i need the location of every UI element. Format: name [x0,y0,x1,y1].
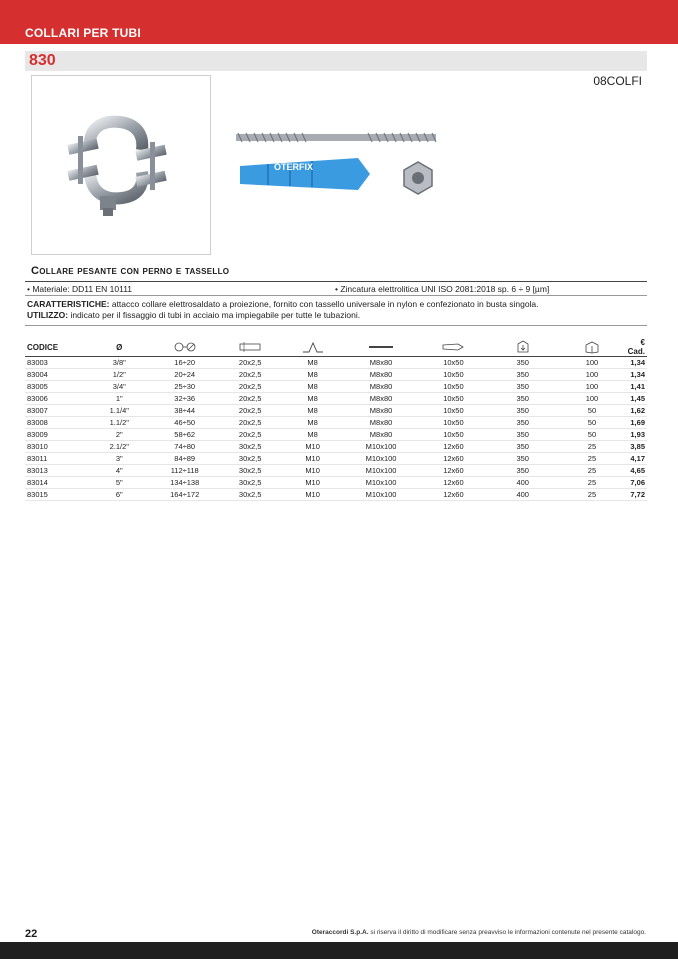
thread-nut-icon [283,338,342,357]
table-row [25,441,647,453]
table-cell: 25 [558,477,625,489]
price-cell: 1,62 [626,405,647,417]
table-cell: 100 [558,357,625,369]
table-cell: 32÷36 [152,393,218,405]
table-header-row [25,338,647,357]
table-cell: M8 [283,405,342,417]
table-cell: 350 [487,453,558,465]
usage-label: UTILIZZO: [27,310,69,320]
table-cell: M10 [283,465,342,477]
table-cell: 20x2,5 [217,369,282,381]
table-cell: 3/8" [87,357,152,369]
table-cell: 58÷62 [152,429,218,441]
table-cell: 1/2" [87,369,152,381]
table-cell: M10 [283,453,342,465]
table-cell: M10x100 [342,453,419,465]
table-row [25,393,647,405]
price-cell: 7,06 [626,477,647,489]
table-cell: 50 [558,429,625,441]
band-icon [217,338,282,357]
code-cell: 83007 [25,405,87,417]
table-cell: 3/4" [87,381,152,393]
table-cell: 20x2,5 [217,429,282,441]
notice-text: si riserva il diritto di modificare senza preavviso le informazioni contenute nel presente catalogo. [368,929,646,936]
table-cell: 12x60 [420,489,487,501]
table-cell: 30x2,5 [217,465,282,477]
table-cell: 30x2,5 [217,441,282,453]
table-cell: 20x2,5 [217,393,282,405]
table-cell: 12x60 [420,465,487,477]
table-cell: 30x2,5 [217,453,282,465]
stud-icon [342,338,419,357]
table-cell: 350 [487,393,558,405]
code-cell: 83010 [25,441,87,453]
price-cell: 1,45 [626,393,647,405]
table-cell: 350 [487,369,558,381]
table-row [25,405,647,417]
price-cell: 4,65 [626,465,647,477]
table-cell: 350 [487,417,558,429]
table-cell: M8 [283,429,342,441]
table-cell: M10 [283,489,342,501]
table-cell: 12x60 [420,453,487,465]
table-cell: 25 [558,465,625,477]
table-cell: 350 [487,465,558,477]
table-cell: 20x2,5 [217,357,282,369]
footer-notice [312,929,646,936]
price-header: € Cad. [627,338,645,356]
table-cell: M10x100 [342,489,419,501]
code-cell: 83015 [25,489,87,501]
table-cell: 10x50 [420,417,487,429]
code-cell: 83009 [25,429,87,441]
table-cell: 84÷89 [152,453,218,465]
table-row [25,369,647,381]
table-cell: 6" [87,489,152,501]
table-cell: 100 [558,381,625,393]
table-cell: 30x2,5 [217,489,282,501]
table-cell: 100 [558,393,625,405]
section-title: COLLARI PER TUBI [25,26,141,40]
product-table [25,338,647,501]
table-cell: M10 [283,477,342,489]
table-cell: M10 [283,441,342,453]
table-cell: 12x60 [420,477,487,489]
table-cell: 10x50 [420,405,487,417]
price-cell: 4,17 [626,453,647,465]
material-spec: • Materiale: DD11 EN 10111 [27,284,133,294]
table-cell: 350 [487,357,558,369]
stud-dowel-nut-image [228,118,453,218]
table-cell: M8x80 [342,393,419,405]
table-row [25,453,647,465]
characteristics-text: attacco collare elettrosaldato a proiezione, fornito con tassello universale in nylon e confezionato in busta singola. [109,299,539,309]
table-cell: M8x80 [342,429,419,441]
table-cell: 4" [87,465,152,477]
table-cell: 46÷50 [152,417,218,429]
table-cell: 12x60 [420,441,487,453]
table-cell: M10x100 [342,441,419,453]
table-cell: 164÷172 [152,489,218,501]
price-cell: 1,41 [626,381,647,393]
usage-text: indicato per il fissaggio di tubi in acciaio ma impiegabile per tutte le tubazioni. [68,310,361,320]
table-cell: 350 [487,429,558,441]
section-header-bar [0,0,678,44]
table-cell: 20x2,5 [217,381,282,393]
table-cell: 16÷20 [152,357,218,369]
accessories-image [228,118,453,218]
table-cell: 1.1/4" [87,405,152,417]
price-cell: 1,34 [626,357,647,369]
table-cell: 134÷138 [152,477,218,489]
table-cell: M8x80 [342,357,419,369]
code-cell: 83003 [25,357,87,369]
table-cell: 10x50 [420,357,487,369]
table-cell: 350 [487,441,558,453]
table-cell: 74÷80 [152,441,218,453]
table-cell: 25 [558,441,625,453]
divider [25,281,647,282]
code-header: CODICE [25,338,87,357]
table-cell: 50 [558,405,625,417]
footer-bar [0,942,678,959]
table-cell: 10x50 [420,381,487,393]
product-title: Collare pesante con perno e tassello [31,265,230,277]
table-cell: 400 [487,489,558,501]
table-cell: M8x80 [342,381,419,393]
table-cell: M10x100 [342,477,419,489]
price-cell: 1,93 [626,429,647,441]
table-cell: M8 [283,381,342,393]
code-cell: 83004 [25,369,87,381]
table-cell: 25÷30 [152,381,218,393]
min-pack-icon [487,338,558,357]
table-cell: 25 [558,489,625,501]
table-cell: 20x2,5 [217,417,282,429]
code-cell: 83005 [25,381,87,393]
table-cell: M8 [283,393,342,405]
dowel-icon [420,338,487,357]
table-cell: 50 [558,417,625,429]
price-cell: 3,85 [626,441,647,453]
page-number: 22 [25,928,38,940]
table-cell: 5" [87,477,152,489]
price-cell: 7,72 [626,489,647,501]
table-cell: 350 [487,405,558,417]
table-row [25,477,647,489]
table-cell: 2" [87,429,152,441]
table-cell: M8 [283,357,342,369]
characteristics-label: CARATTERISTICHE: [27,299,110,309]
table-cell: M10x100 [342,465,419,477]
table-cell: 100 [558,369,625,381]
table-cell: M8x80 [342,417,419,429]
table-cell: 38÷44 [152,405,218,417]
table-cell: M8 [283,417,342,429]
table-cell: M8x80 [342,405,419,417]
code-cell: 83011 [25,453,87,465]
table-cell: 10x50 [420,393,487,405]
table-row [25,465,647,477]
dowel-brand: OTERFIX [274,162,314,172]
product-code-bar [25,51,647,71]
pipe-clamp-image [32,76,210,254]
box-pack-icon [558,338,625,357]
table-cell: 20÷24 [152,369,218,381]
table-cell: 1" [87,393,152,405]
diameter-header: Ø [87,338,152,357]
table-cell: 10x50 [420,429,487,441]
company-name: Oteraccordi S.p.A. [311,929,369,936]
divider [25,295,647,296]
table-cell: 400 [487,477,558,489]
product-description [27,299,637,321]
code-cell: 83014 [25,477,87,489]
table-cell: M8x80 [342,369,419,381]
price-cell: 1,69 [626,417,647,429]
table-cell: 30x2,5 [217,477,282,489]
table-cell: 20x2,5 [217,405,282,417]
product-photo [31,75,211,255]
product-code: 830 [29,52,56,69]
table-cell: 1.1/2" [87,417,152,429]
table-row [25,357,647,369]
price-cell: 1,34 [626,369,647,381]
code-cell: 83008 [25,417,87,429]
range-icon [152,338,218,357]
table-cell: 112÷118 [152,465,218,477]
code-cell: 83006 [25,393,87,405]
family-code: 08COLFI [593,74,642,88]
table-cell: 3" [87,453,152,465]
divider [25,325,647,326]
table-row [25,381,647,393]
coating-spec: • Zincatura elettrolitica UNI ISO 2081:2018 sp. 6 ÷ 9 [µm] [335,284,550,294]
table-cell: M8 [283,369,342,381]
table-cell: 2.1/2" [87,441,152,453]
table-cell: 10x50 [420,369,487,381]
table-row [25,417,647,429]
table-cell: 350 [487,381,558,393]
table-cell: 25 [558,453,625,465]
table-row [25,489,647,501]
code-cell: 83013 [25,465,87,477]
table-row [25,429,647,441]
